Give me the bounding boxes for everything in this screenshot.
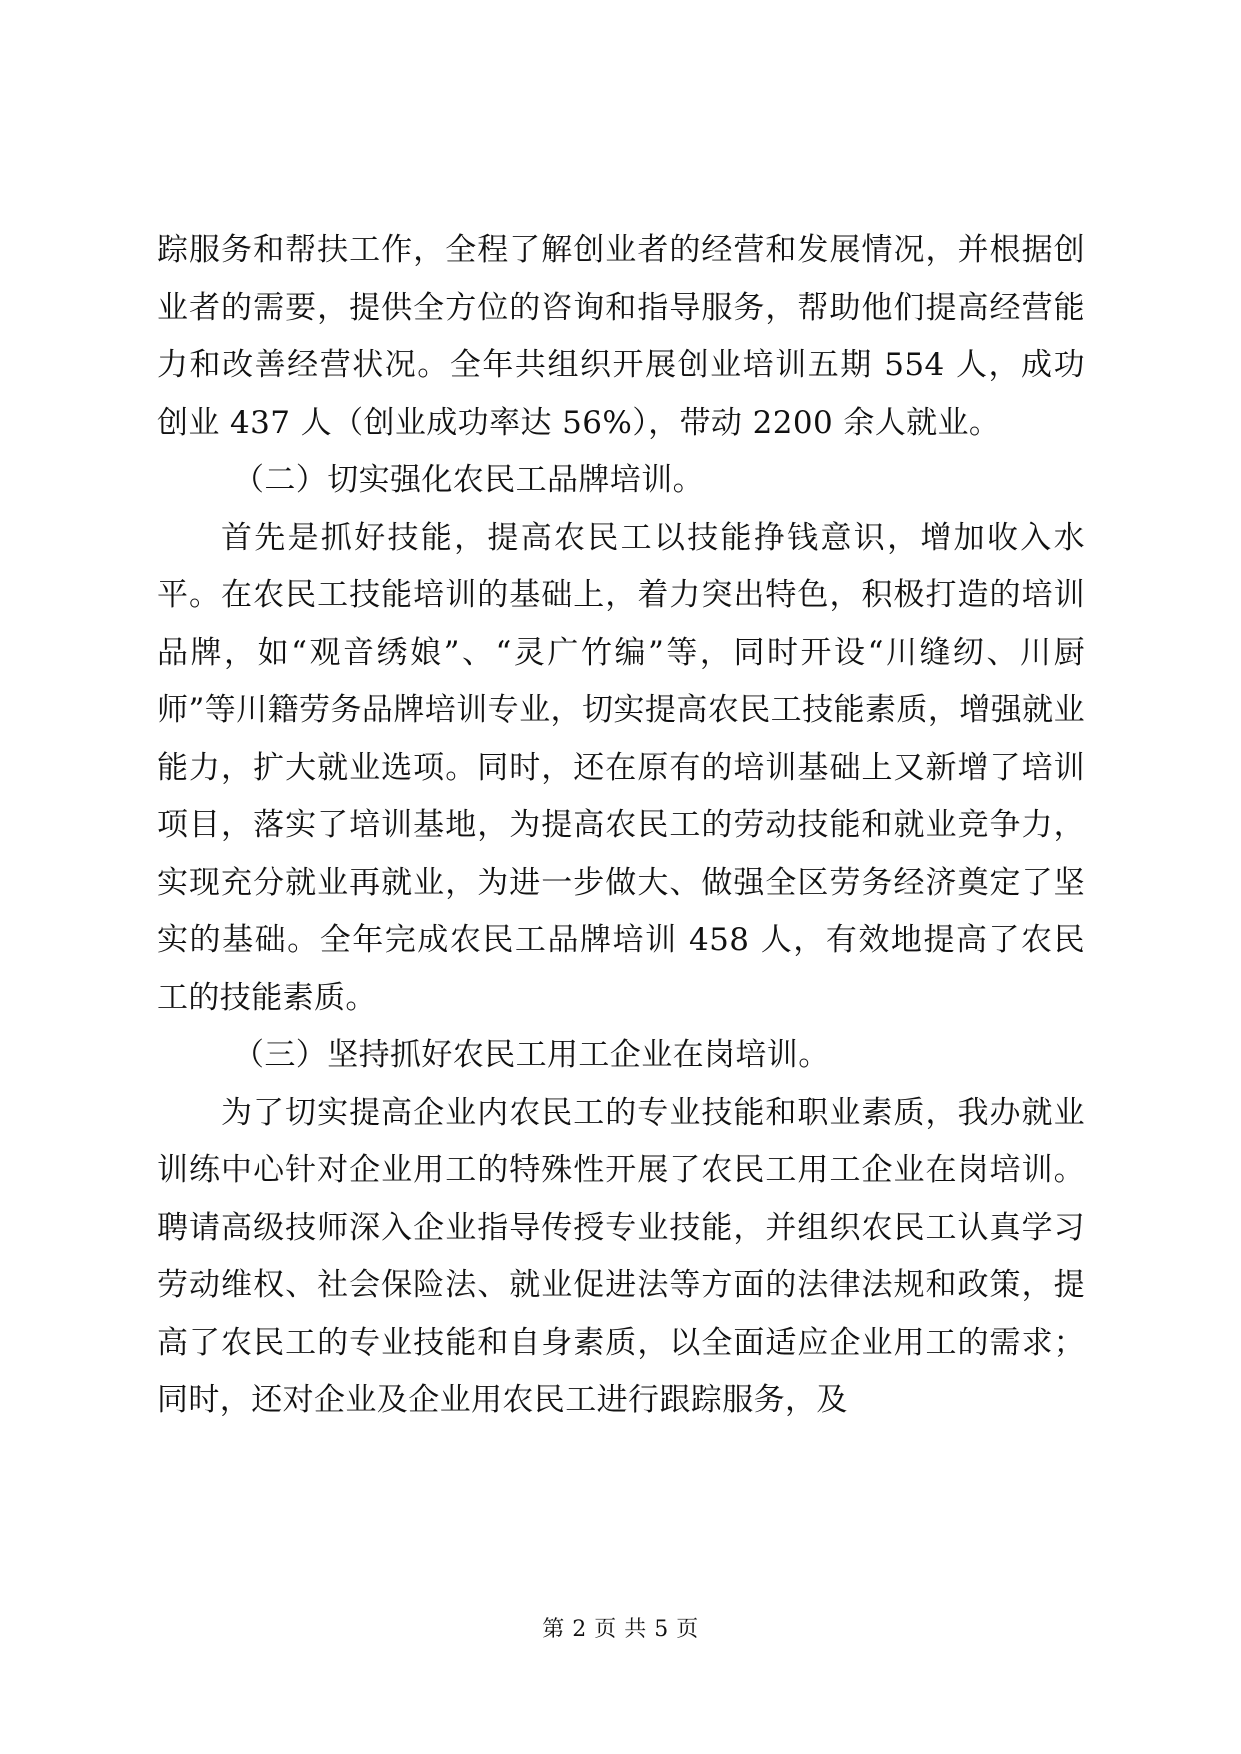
paragraph-continued: 踪服务和帮扶工作，全程了解创业者的经营和发展情况，并根据创业者的需要，提供全方位的咨询和指导服务，帮助他们提高经营能力和改善经营状况。全年共组织开展创业培训五期 554 人，成功创业 437 人（创业成功率达 56%），带动 2200 余人就业。 bbox=[157, 232, 1085, 441]
section-heading-3: （三）坚持抓好农民工用工企业在岗培训。 bbox=[233, 1037, 830, 1073]
paragraph-brand-training: 首先是抓好技能，提高农民工以技能挣钱意识，增加收入水平。在农民工技能培训的基础上，着力突出特色，积极打造的培训品牌，如“观音绣娘”、“灵广竹编”等，同时开设“川缝纫、川厨师”等川籍劳务品牌培训专业，切实提高农民工技能素质，增强就业能力，扩大就业选项。同时，还在原有的培训基础上又新增了培训项目，落实了培训基地，为提高农民工的劳动技能和就业竞争力，实现充分就业再就业，为进一步做大、做强全区劳务经济奠定了坚实的基础。全年完成农民工品牌培训 458 人，有效地提高了农民工的技能素质。 bbox=[157, 519, 1085, 1016]
page-number-footer: 第 2 页 共 5 页 bbox=[542, 1617, 699, 1642]
document-body bbox=[157, 222, 1085, 1430]
paragraph-onsite-training: 为了切实提高企业内农民工的专业技能和职业素质，我办就业训练中心针对企业用工的特殊性开展了农民工用工企业在岗培训。聘请高级技师深入企业指导传授专业技能，并组织农民工认真学习劳动维权、社会保险法、就业促进法等方面的法律法规和政策，提高了农民工的专业技能和自身素质，以全面适应企业用工的需求；同时，还对企业及企业用农民工进行跟踪服务，及 bbox=[157, 1094, 1085, 1418]
section-heading-2: （二）切实强化农民工品牌培训。 bbox=[233, 462, 704, 498]
